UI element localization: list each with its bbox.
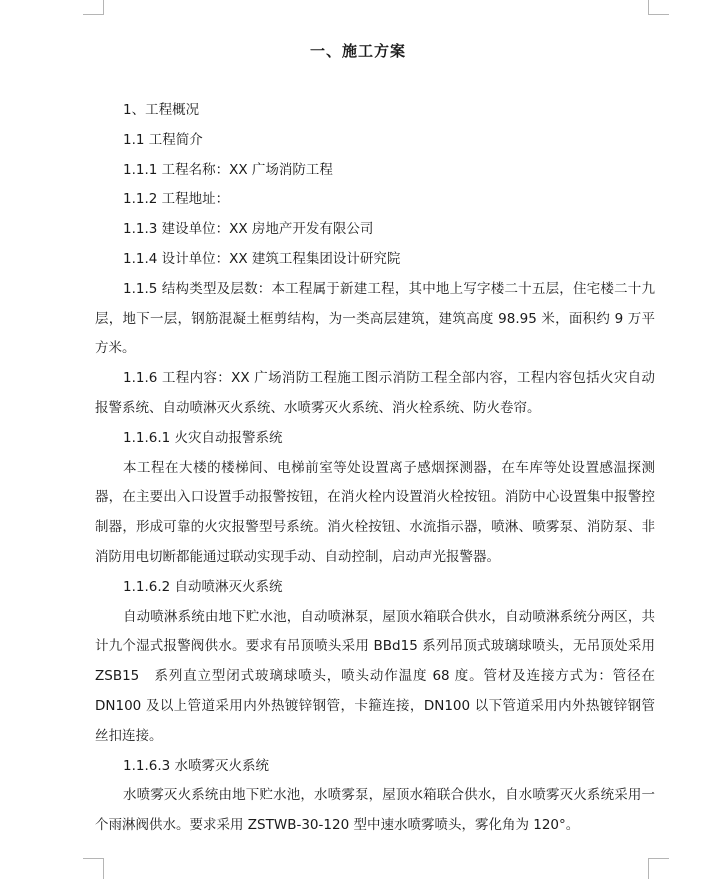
project-address-line: 1.1.2 工程地址： — [123, 191, 230, 208]
section-heading: 1、工程概况 — [123, 102, 200, 118]
page-corner-mark-top-right — [648, 0, 669, 15]
page-corner-mark-bottom-right — [648, 858, 669, 879]
project-content-paragraph: 1.1.6 工程内容：XX 广场消防工程施工图示消防工程全部内容，工程内容包括火灾自动报警系统、自动喷淋灭火系统、水喷雾灭火系统、消火栓系统、防火卷帘。 — [95, 370, 655, 416]
page-corner-mark-top-left — [83, 0, 104, 15]
subsection-heading: 1.1 工程简介 — [123, 131, 203, 148]
sprinkler-heading: 1.1.6.2 自动喷淋灭火系统 — [123, 578, 283, 595]
page-corner-mark-bottom-left — [83, 858, 104, 879]
fire-alarm-heading: 1.1.6.1 火灾自动报警系统 — [123, 429, 283, 446]
sprinkler-paragraph: 自动喷淋系统由地下贮水池，自动喷淋泵，屋顶水箱联合供水，自动喷淋系统分两区，共计九个湿式报警阀供水。要求有吊顶喷头采用 BBd15 系列吊顶式玻璃球喷头，无吊顶处采用 ZSB15 系列直立型闭式玻璃球喷头，喷头动作温度 68 度。管材及连接方式为：管径在 DN100 及以上管道采用内外热镀锌钢管，卡箍连接，DN100 以下管道采用内外热镀锌钢管丝扣连接。 — [95, 608, 655, 744]
construction-unit-line: 1.1.3 建设单位：XX 房地产开发有限公司 — [123, 221, 374, 238]
water-spray-paragraph: 水喷雾灭火系统由地下贮水池，水喷雾泵，屋顶水箱联合供水，自水喷雾灭火系统采用一个雨淋阀供水。要求采用 ZSTWB-30-120 型中速水喷雾喷头，雾化角为 120°。 — [95, 787, 655, 834]
structure-paragraph: 1.1.5 结构类型及层数：本工程属于新建工程，其中地上写字楼二十五层，住宅楼二十九层，地下一层，钢筋混凝土框剪结构，为一类高层建筑，建筑高度 98.95 米，面积约 9 万平方米。 — [95, 280, 655, 357]
document-body — [95, 96, 655, 841]
water-spray-heading: 1.1.6.3 水喷雾灭火系统 — [123, 757, 270, 774]
page-title: 一、施工方案 — [309, 42, 406, 60]
fire-alarm-paragraph: 本工程在大楼的楼梯间、电梯前室等处设置离子感烟探测器，在车库等处设置感温探测器，在主要出入口设置手动报警按钮，在消火栓内设置消火栓按钮。消防中心设置集中报警控制器，形成可靠的火灾报警型号系统。消火栓按钮、水流指示器，喷淋、喷雾泵、消防泵、非消防用电切断都能通过联动实现手动、自动控制，启动声光报警器。 — [95, 459, 655, 565]
project-name-line: 1.1.1 工程名称：XX 广场消防工程 — [123, 161, 333, 178]
design-unit-line: 1.1.4 设计单位：XX 建筑工程集团设计研究院 — [123, 250, 401, 267]
